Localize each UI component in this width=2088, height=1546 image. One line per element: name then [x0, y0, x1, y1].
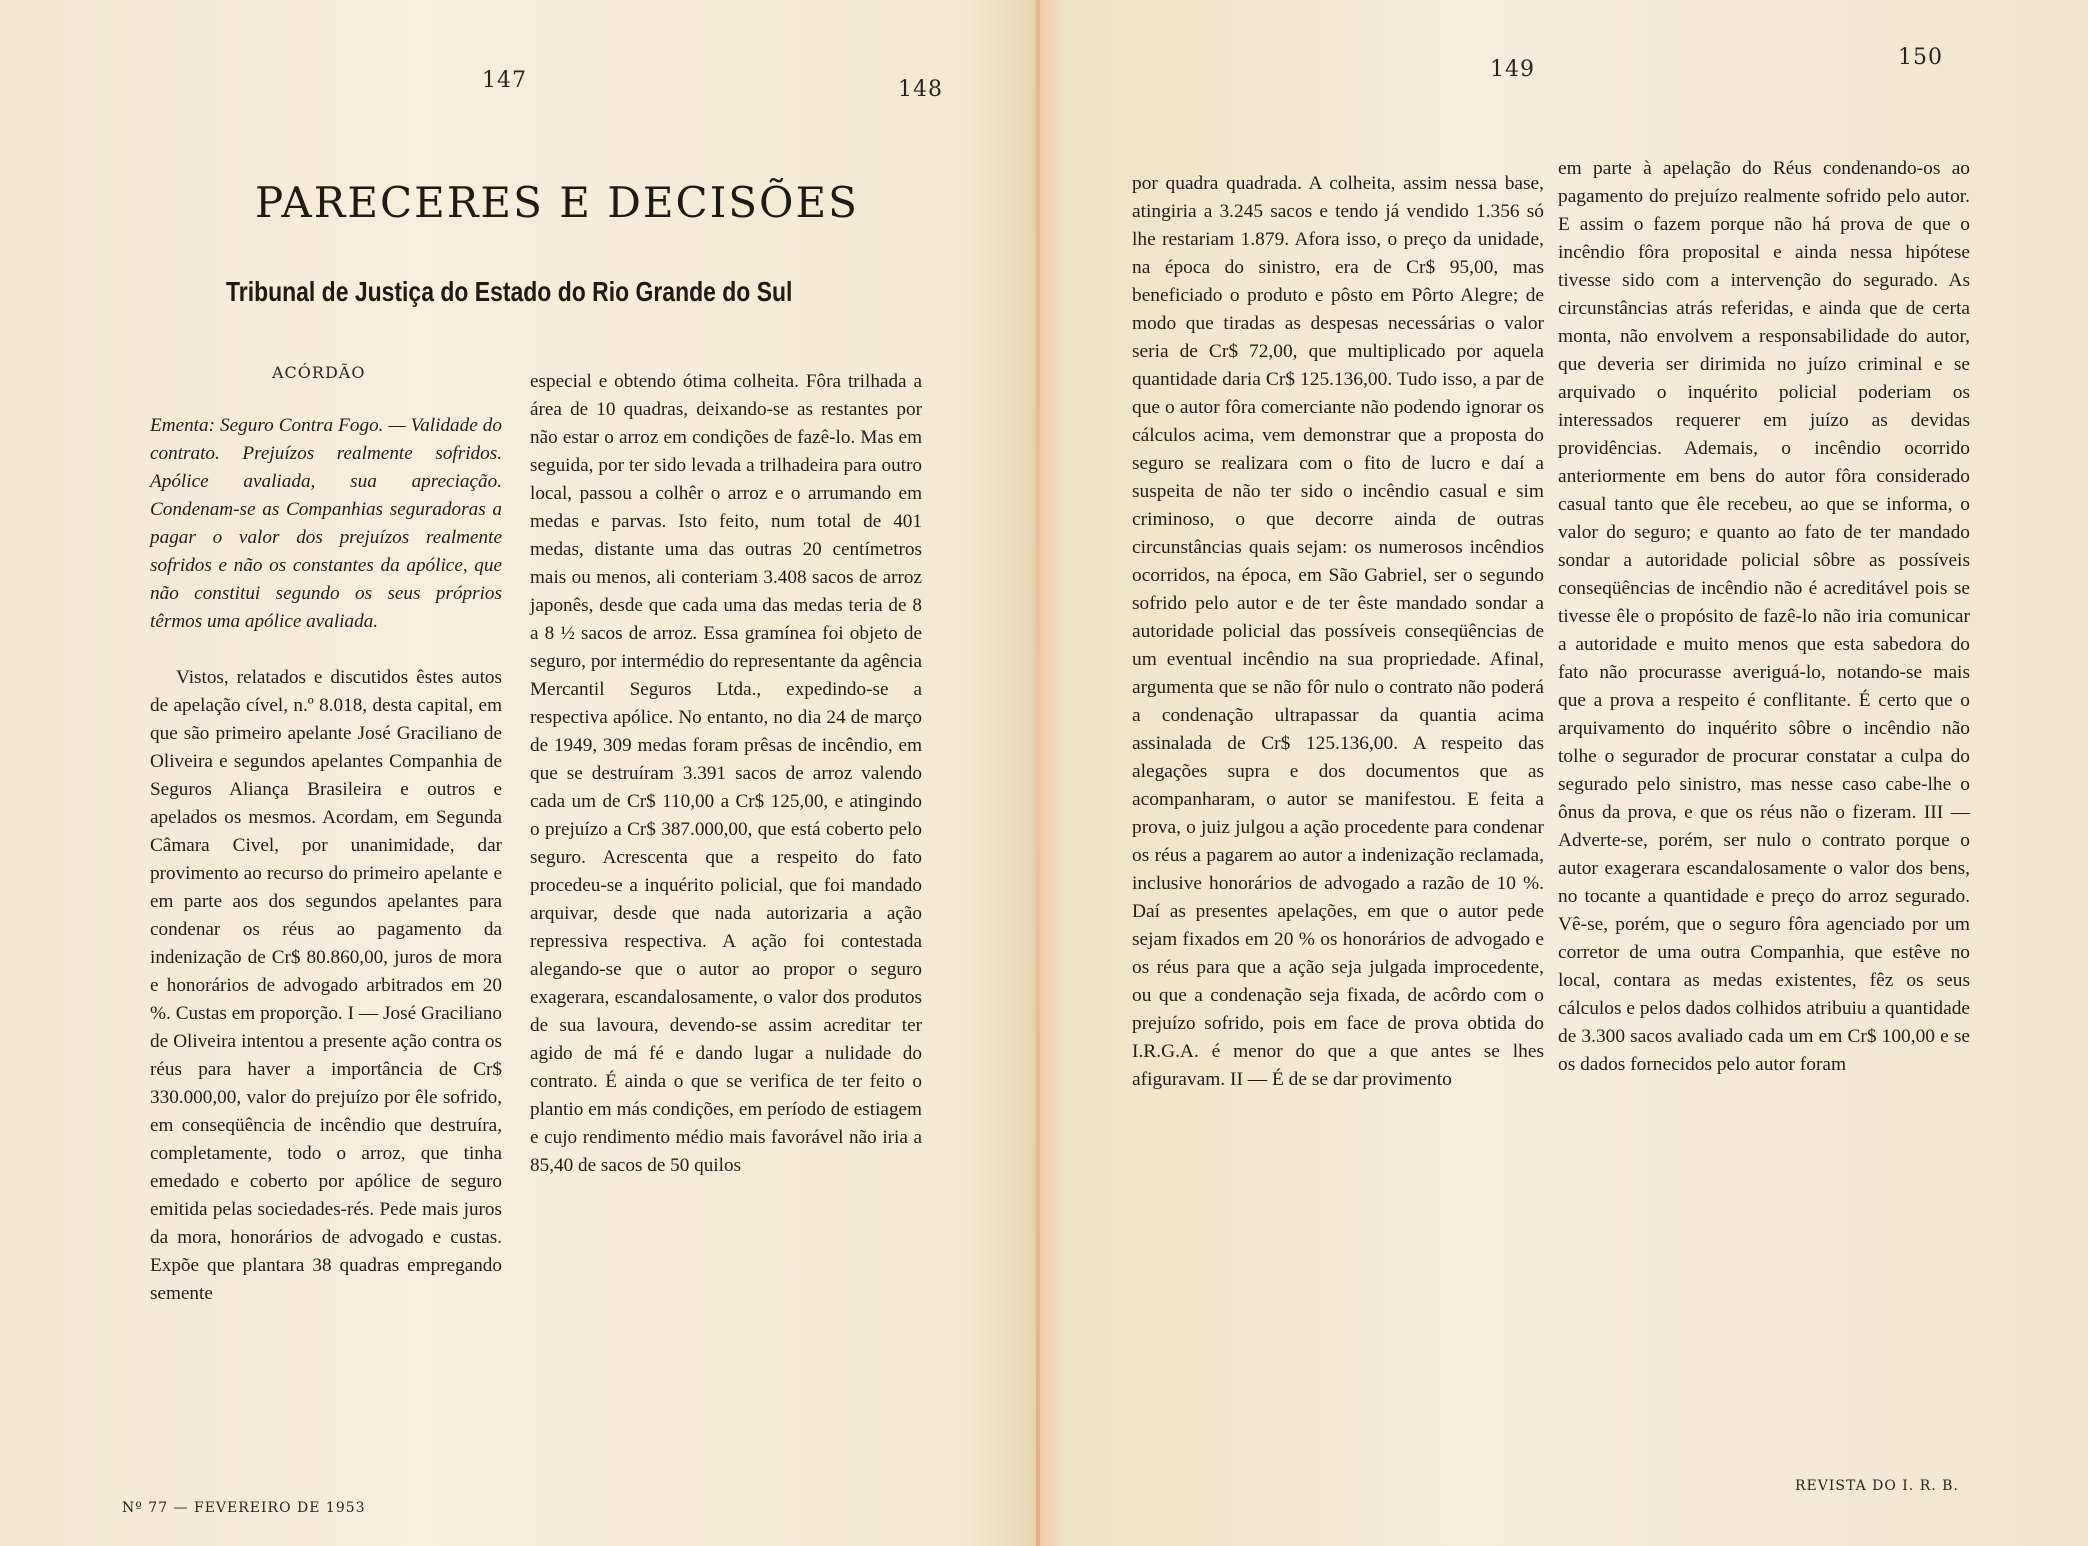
- body-paragraph-3: por quadra quadrada. A colheita, assim nessa base, atingiria a 3.245 sacos e tendo já vendido 1.356 só lhe restariam 1.879. Afora isso, o preço da unidade, na época do sinistro, era de Cr$ 95,00, mas beneficiado o produto e pôsto em Pôrto Alegre; de modo que tiradas as despesas necessárias o valor seria de Cr$ 72,00, que multiplicado por aquela quantidade daria Cr$ 125.136,00. Tudo isso, a par de que o autor fôra comerciante não podendo ignorar os cálculos acima, vem demonstrar que a proposta do seguro se realizara com o fito de lucro e daí a suspeita de não ter sido o incêndio casual e sim criminoso, o que decorre ainda de outras circunstâncias quais sejam: os numerosos incêndios ocorridos, na época, em São Gabriel, ser o segundo sofrido pelo autor e de ter êste mandado sondar a autoridade policial das possíveis conseqüências de um eventual incêndio na sua propriedade. Afinal, argumenta que se não fôr nulo o contrato não poderá a condenação ultrapassar da quantia acima assinalada de Cr$ 125.136,00. A respeito das alegações supra e dos documentos que as acompanharam, o autor se manifestou. E feita a prova, o juiz julgou a ação procedente para condenar os réus a pagarem ao autor a indenização reclamada, inclusive honorários de advogado a razão de 10 %. Daí as presentes apelações, em que o autor pede sejam fixados em 20 % os honorários de advogado e os réus para que a ação seja julgada improcedente, ou que a condenação seja fixada, de acôrdo com o prejuízo sofrido, pois em face de prova obtida do I.R.G.A. é menor do que a que antes se lhes afiguravam. II — É de se dar provimento: [1132, 173, 1544, 1090]
- section-title: PARECERES E DECISÕES: [255, 178, 859, 227]
- court-name: Tribunal de Justiça do Estado do Rio Grande do Sul: [226, 276, 793, 307]
- ementa-paragraph: Ementa: Seguro Contra Fogo. — Validade do contrato. Prejuízos realmente sofridos. Apólice avaliada, sua apreciação. Condenam-se as Companhias seguradoras a pagar o valor dos prejuízos realmente sofridos e não os constantes da apólice, que não constitui segundo os seus próprios têrmos uma apólice avaliada.: [150, 415, 502, 632]
- document-type-label: ACÓRDÃO: [272, 363, 366, 382]
- text-column-3: [1132, 170, 1544, 1415]
- footer-journal: REVISTA DO I. R. B.: [1795, 1478, 1959, 1494]
- text-column-2: [530, 368, 922, 1418]
- page-number-147: 147: [482, 68, 527, 93]
- page-number-150: 150: [1898, 45, 1943, 70]
- text-column-4: [1558, 155, 1970, 1405]
- body-paragraph-1: Vistos, relatados e discutidos êstes autos de apelação cível, n.º 8.018, desta capital, em que são primeiro apelante José Graciliano de Oliveira e segundos apelantes Companhia de Seguros Aliança Brasileira e outros e apelados os mesmos. Acordam, em Segunda Câmara Civel, por unanimidade, dar provimento ao recurso do primeiro apelante e em parte aos dos segundos apelantes para condenar os réus ao pagamento da indenização de Cr$ 80.860,00, juros de mora e honorários de advogado arbitrados em 20 %. Custas em proporção. I — José Graciliano de Oliveira intentou a presente ação contra os réus para haver a importância de Cr$ 330.000,00, valor do prejuízo por êle sofrido, em conseqüência de incêndio que destruíra, completamente, todo o arroz, que tinha emedado e coberto por apólice de seguro emitida pelas sociedades-rés. Pede mais juros da mora, honorários de advogado e custas. Expõe que plantara 38 quadras empregando semente: [150, 667, 502, 1304]
- body-paragraph-4: em parte à apelação do Réus condenando-os ao pagamento do prejuízo realmente sofrido pelo autor. E assim o fazem porque não há prova de que o incêndio fôra proposital e ainda nessa hipótese tivesse sido com a intervenção do segurado. As circunstâncias atrás referidas, e ainda que de certa monta, não envolvem a responsabilidade do autor, que deveria ser dirimida no juízo criminal e se arquivado o inquérito policial poderiam os interessados requerer em juízo as devidas providências. Ademais, o incêndio ocorrido anteriormente em bens do autor fôra considerado casual tanto que êle recebeu, ao que se informa, o valor do seguro; e quanto ao fato de ter mandado sondar a autoridade policial sôbre as possíveis conseqüências de incêndio não é acreditável pois se tivesse êle o propósito de fazê-lo não iria comunicar a autoridade e muito menos que esta sabedora do fato não procurasse averiguá-lo, notando-se mais que a prova a respeito é conflitante. É certo que o arquivamento do inquérito sôbre o incêndio não tolhe o segurador de procurar constatar a culpa do segurado pelo sinistro, mas nesse caso cabe-lhe o ônus da prova, e que os réus não o fizeram. III — Adverte-se, porém, ser nulo o contrato porque o autor exagerara escandalosamente o valor dos bens, no tocante a quantidade e preço do arroz segurado. Vê-se, porém, que o seguro fôra agenciado por um corretor de uma outra Companhia, que estêve no local, contara as medas existentes, fêz os seus cálculos e pelos dados colhidos atribuiu a quantidade de 3.300 sacos avaliado cada um em Cr$ 100,00 e se os dados fornecidos pelo autor foram: [1558, 158, 1970, 1075]
- body-paragraph-2: especial e obtendo ótima colheita. Fôra trilhada a área de 10 quadras, deixando-se as restantes por não estar o arroz em condições de fazê-lo. Mas em seguida, por ter sido levada a trilhadeira para outro local, passou a colhêr o arroz e o arrumando em medas e parvas. Isto feito, num total de 401 medas, distante uma das outras 20 centímetros mais ou menos, ali conteriam 3.408 sacos de arroz japonês, desde que cada uma das medas teria de 8 a 8 ½ sacos de arroz. Essa gramínea foi objeto de seguro, por intermédio do representante da agência Mercantil Seguros Ltda., expedindo-se a respectiva apólice. No entanto, no dia 24 de março de 1949, 309 medas foram prêsas de incêndio, em que se destruíram 3.391 sacos de arroz valendo cada um de Cr$ 110,00 a Cr$ 125,00, e atingindo o prejuízo a Cr$ 387.000,00, que está coberto pelo seguro. Acrescenta que a respeito do fato procedeu-se a inquérito policial, que foi mandado arquivar, desde que nada autorizaria a ação repressiva respectiva. A ação foi contestada alegando-se que o autor ao propor o seguro exagerara, escandalosamente, o valor dos produtos de sua lavoura, devendo-se assim acreditar ter agido de má fé e dando lugar a nulidade do contrato. É ainda o que se verifica de ter feito o plantio em más condições, em período de estiagem e cujo rendimento médio mais favorável não iria a 85,40 de sacos de 50 quilos: [530, 371, 922, 1176]
- book-gutter: [1036, 0, 1040, 1546]
- text-column-1: [150, 412, 502, 1417]
- footer-issue: Nº 77 — FEVEREIRO DE 1953: [122, 1500, 366, 1516]
- page-number-148: 148: [898, 77, 943, 102]
- page-number-149: 149: [1490, 57, 1535, 82]
